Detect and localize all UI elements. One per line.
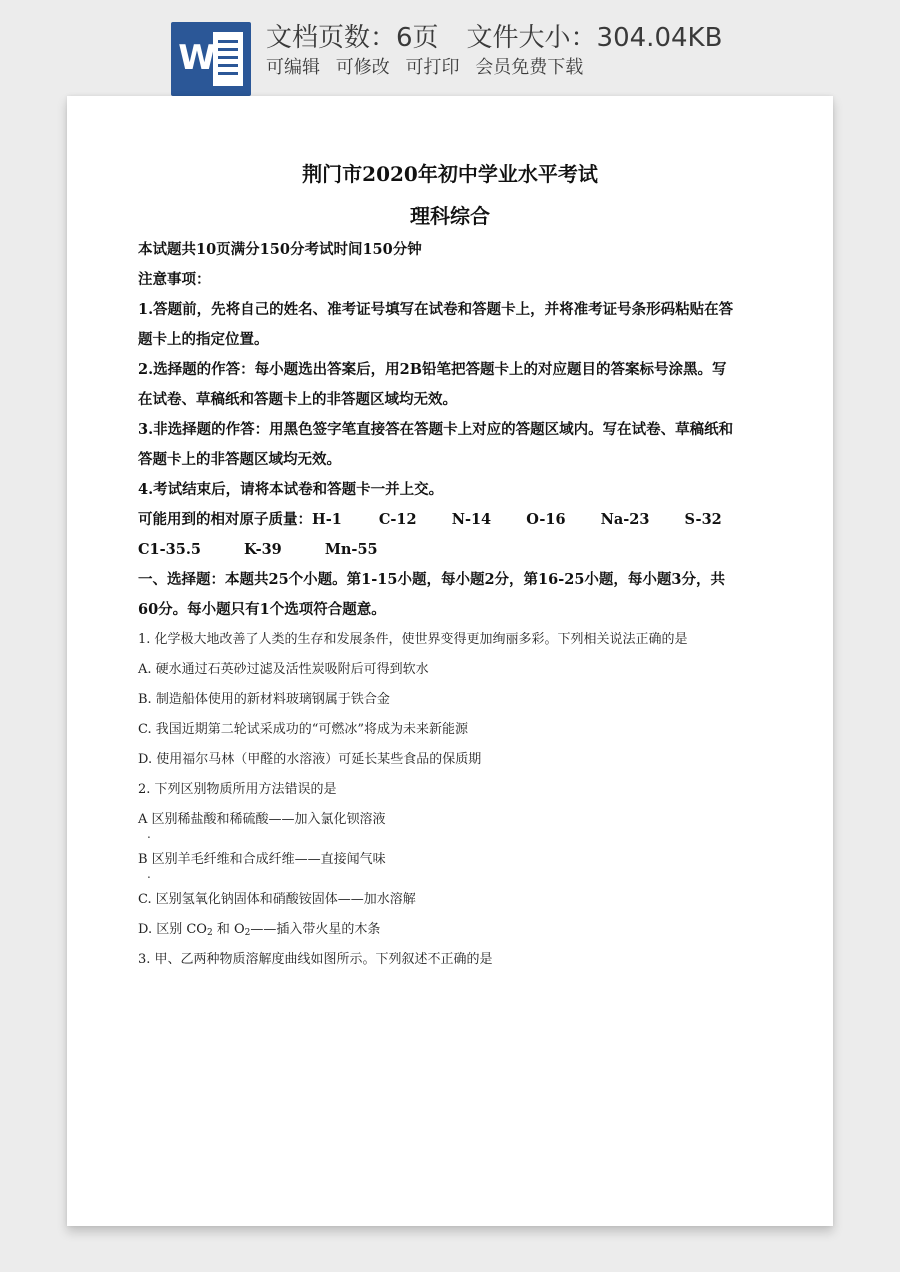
word-letter: W: [178, 38, 216, 78]
document-page: [67, 96, 833, 1226]
question-2-stem: 2. 下列区别物质所用方法错误的是: [138, 782, 337, 797]
exam-info: 本试题共10页满分150分考试时间150分钟: [138, 241, 422, 258]
question-1-option-c: C. 我国近期第二轮试采成功的“可燃冰”将成为未来新能源: [138, 722, 469, 737]
atomic-mass-item: S-32: [684, 511, 722, 528]
note-line: 在试卷、草稿纸和答题卡上的非答题区域均无效。: [138, 391, 457, 408]
question-2-option-d: [138, 920, 768, 943]
atomic-mass-item: Mn-55: [324, 541, 378, 558]
option-d-text: ——插入带火星的木条: [250, 922, 381, 937]
atomic-mass-row-2: [138, 540, 768, 560]
stray-dot-mark: .: [147, 867, 151, 881]
question-1-option-b: B. 制造船体使用的新材料玻璃钢属于铁合金: [138, 692, 390, 707]
exam-title: 荆门市2020年初中学业水平考试: [302, 162, 598, 186]
note-line: 3.非选择题的作答：用黑色签字笔直接答在答题卡上对应的答题区域内。写在试卷、草稿纸和: [138, 421, 734, 438]
question-2-option-a: A 区别稀盐酸和稀硫酸——加入氯化钡溶液: [138, 812, 386, 827]
question-2-option-b: B 区别羊毛纤维和合成纤维——直接闻气味: [138, 852, 386, 867]
word-document-icon: [171, 22, 251, 96]
section-heading: 一、选择题：本题共25个小题。第1-15小题，每小题2分，第16-25小题，每小题3分，共: [138, 571, 726, 588]
note-line: 1.答题前，先将自己的姓名、准考证号填写在试卷和答题卡上，并将准考证号条形码粘贴在答: [138, 301, 734, 318]
notice-heading: 注意事项：: [138, 271, 211, 288]
note-line: 答题卡上的非答题区域均无效。: [138, 451, 341, 468]
option-d-text: 和 O: [212, 922, 245, 937]
atomic-mass-item: Na-23: [600, 511, 650, 528]
feature-printable: 可打印: [405, 57, 460, 78]
note-line: 4.考试结束后，请将本试卷和答题卡一并上交。: [138, 481, 444, 498]
question-1-option-d: D. 使用福尔马林（甲醛的水溶液）可延长某些食品的保质期: [138, 752, 482, 767]
feature-modifiable: 可修改: [335, 57, 390, 78]
atomic-mass-item: K-39: [244, 541, 282, 558]
file-info: [266, 20, 722, 56]
atomic-mass-row-1: [138, 510, 768, 530]
file-size: 文件大小：304.04KB: [466, 23, 723, 53]
feature-list: [266, 54, 593, 82]
atomic-mass-item: C-12: [378, 511, 417, 528]
question-2-option-c: C. 区别氢氧化钠固体和硝酸铵固体——加水溶解: [138, 892, 416, 907]
atomic-mass-label: 可能用到的相对原子质量：H-1: [138, 511, 342, 528]
note-line: 题卡上的指定位置。: [138, 331, 269, 348]
exam-subtitle: 理科综合: [410, 204, 490, 228]
atomic-mass-item: O-16: [526, 511, 566, 528]
question-1-option-a: A. 硬水通过石英砂过滤及活性炭吸附后可得到软水: [138, 662, 429, 677]
atomic-mass-item: C1-35.5: [138, 541, 201, 558]
download-banner: [0, 0, 900, 96]
subscript: 2: [244, 928, 251, 938]
feature-editable: 可编辑: [266, 57, 320, 78]
feature-member-download: 会员免费下载: [475, 57, 584, 78]
stray-dot-mark: .: [147, 827, 151, 841]
question-3-stem: 3. 甲、乙两种物质溶解度曲线如图所示。下列叙述不正确的是: [138, 952, 493, 967]
page-count: 文档页数：6页: [266, 23, 439, 53]
atomic-mass-item: N-14: [451, 511, 492, 528]
question-1-stem: 1. 化学极大地改善了人类的生存和发展条件，使世界变得更加绚丽多彩。下列相关说法正确的是: [138, 632, 688, 647]
subscript: 2: [206, 928, 213, 938]
option-d-text: D. 区别 CO: [138, 922, 207, 937]
section-heading-cont: 60分。每小题只有1个选项符合题意。: [138, 601, 386, 618]
note-line: 2.选择题的作答：每小题选出答案后，用2B铅笔把答题卡上的对应题目的答案标号涂黑。写: [138, 361, 727, 378]
